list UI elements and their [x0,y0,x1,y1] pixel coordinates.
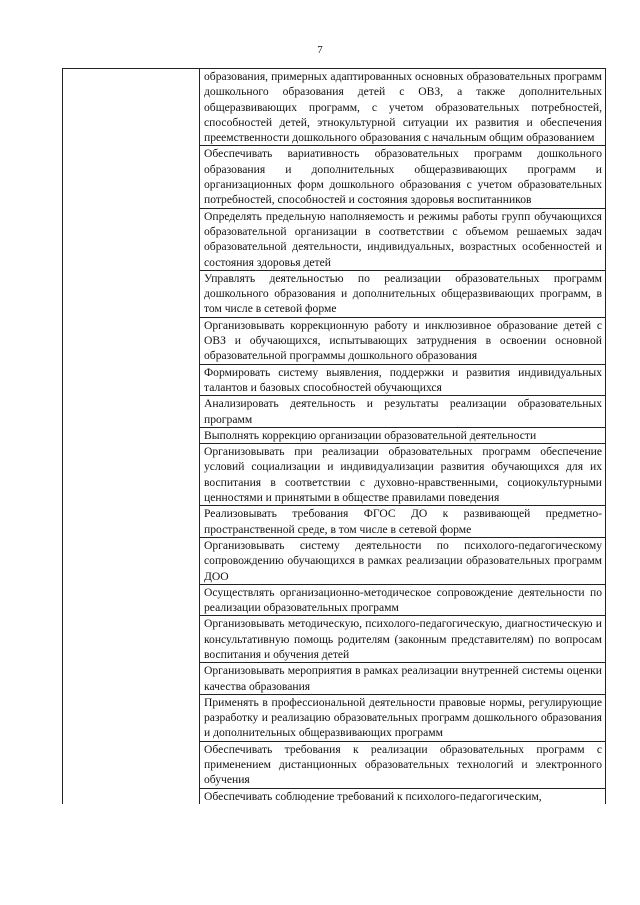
table-row: Обеспечивать вариативность образовательных программ дошкольного образования и дополнительных общеразвивающих программ и организационных форм дошкольного образования с учетом образовательных потребностей, способностей и состояния здоровья воспитанников [200,146,605,208]
table-row: Формировать систему выявления, поддержки и развития индивидуальных талантов и базовых способностей обучающихся [200,365,605,397]
table-row: Организовывать методическую, психолого-педагогическую, диагностическую и консультативную помощь родителям (законным представителям) по вопросам воспитания и обучения детей [200,616,605,663]
table-row: Организовывать систему деятельности по психолого-педагогическому сопровождению обучающихся в рамках реализации образовательных программ ДОО [200,538,605,585]
table-row: Реализовывать требования ФГОС ДО к развивающей предметно-пространственной среде, в том числе в сетевой форме [200,506,605,538]
table-row: Организовывать при реализации образовательных программ обеспечение условий социализации и индивидуализации развития обучающихся для их воспитания в соответствии с духовно-нравственными, социокультурными ценностями и принятыми в обществе правилами поведения [200,444,605,506]
skills-table [62,68,606,804]
table-row: Выполнять коррекцию организации образовательной деятельности [200,428,605,444]
table-row: Управлять деятельностью по реализации образовательных программ дошкольного образования и дополнительных общеразвивающих программ, в том числе в сетевой форме [200,271,605,318]
table-right-column [200,69,605,804]
page-number: 7 [317,44,323,56]
table-row: Обеспечивать требования к реализации образовательных программ с применением дистанционных образовательных технологий и электронного обучения [200,742,605,789]
table-row: Осуществлять организационно-методическое сопровождение деятельности по реализации образовательных программ [200,585,605,617]
table-row: Обеспечивать соблюдение требований к психолого-педагогическим, [204,789,542,803]
table-row: Анализировать деятельность и результаты реализации образовательных программ [200,396,605,428]
table-left-column [63,69,200,804]
table-row: Определять предельную наполняемость и режимы работы групп обучающихся образовательной организации в соответствии с объемом решаемых задач образовательной деятельности, индивидуальных, возрастных особенностей и состояния здоровья детей [200,209,605,271]
table-row: образования, примерных адаптированных основных образовательных программ дошкольного образования детей с ОВЗ, а также дополнительных общеразвивающих программ, с учетом образовательных потребностей, способностей детей, этнокультурной ситуации их развития и обеспечения преемственности дошкольного образования с начальным общим образованием [200,69,605,146]
table-row: Организовывать мероприятия в рамках реализации внутренней системы оценки качества образования [200,663,605,695]
table-row: Применять в профессиональной деятельности правовые нормы, регулирующие разработку и реализацию образовательных программ дошкольного образования и дополнительных общеразвивающих программ [200,695,605,742]
table-row: Организовывать коррекционную работу и инклюзивное образование детей с ОВЗ и обучающихся, испытывающих затруднения в освоении основной образовательной программы дошкольного образования [200,318,605,365]
